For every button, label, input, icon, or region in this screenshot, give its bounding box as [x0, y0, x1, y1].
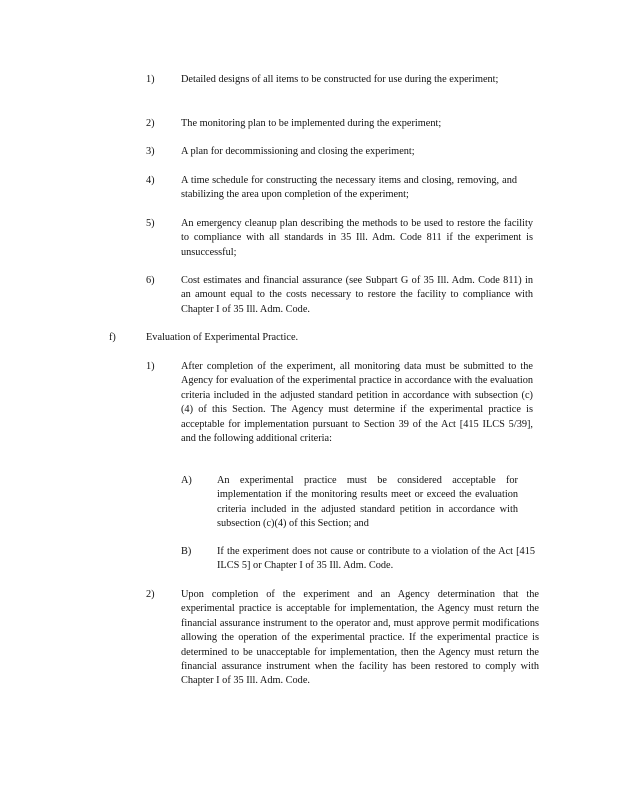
item-marker: 1) [146, 361, 155, 372]
sub-item-text: An experimental practice must be considered acceptable for implementation if the monitoring results meet or exceed the evaluation criteria included in the adjusted standard petition in accordance with subsection (c)(4) of this Section; and [217, 475, 518, 530]
item-text: After completion of the experiment, all monitoring data must be submitted to the Agency for evaluation of the experimental practice in accordance with the evaluation criteria included in the adjusted standard petition in accordance with subsection (c)(4) of this Section. The Agency must determine if the experimental practice is acceptable for implementation pursuant to Section 39 of the Act [415 ILCS 5/39], and the following additional criteria: [181, 361, 533, 445]
item-text: The monitoring plan to be implemented during the experiment; [181, 118, 442, 129]
sub-item-marker: B) [181, 546, 192, 557]
sub-item-text: If the experiment does not cause or contribute to a violation of the Act [415 ILCS 5] or Chapter I of 35 Ill. Adm. Code. [217, 546, 535, 572]
item-marker: 6) [146, 275, 155, 286]
item-text: A time schedule for constructing the necessary items and closing, removing, and stabilizing the area upon completion of the experiment; [181, 175, 517, 201]
item-marker: 3) [146, 146, 155, 157]
item-marker: 4) [146, 175, 155, 186]
item-marker: 1) [146, 74, 155, 85]
section-marker: f) [109, 332, 116, 343]
item-text: Upon completion of the experiment and an Agency determination that the experimental practice is acceptable for implementation, the Agency must return the financial assurance instrument to the operator and, must approve permit modifications allowing the operation of the experimental practice. If the experimental practice is determined to be unacceptable for implementation, then the Agency must return the financial assurance instrument when the facility has been restored to comply with Chapter I of 35 Ill. Adm. Code. [181, 589, 539, 687]
item-text: An emergency cleanup plan describing the methods to be used to restore the facility to compliance with all standards in 35 Ill. Adm. Code 811 if the experiment is unsuccessful; [181, 218, 533, 258]
item-text: Cost estimates and financial assurance (see Subpart G of 35 Ill. Adm. Code 811) in an amount equal to the costs necessary to restore the facility to compliance with Chapter I of 35 Ill. Adm. Code. [181, 275, 533, 315]
item-marker: 2) [146, 589, 155, 600]
item-marker: 5) [146, 218, 155, 229]
sub-item-marker: A) [181, 475, 192, 486]
section-title: Evaluation of Experimental Practice. [146, 332, 299, 343]
item-marker: 2) [146, 118, 155, 129]
item-text: Detailed designs of all items to be constructed for use during the experiment; [181, 74, 499, 85]
item-text: A plan for decommissioning and closing the experiment; [181, 146, 415, 157]
